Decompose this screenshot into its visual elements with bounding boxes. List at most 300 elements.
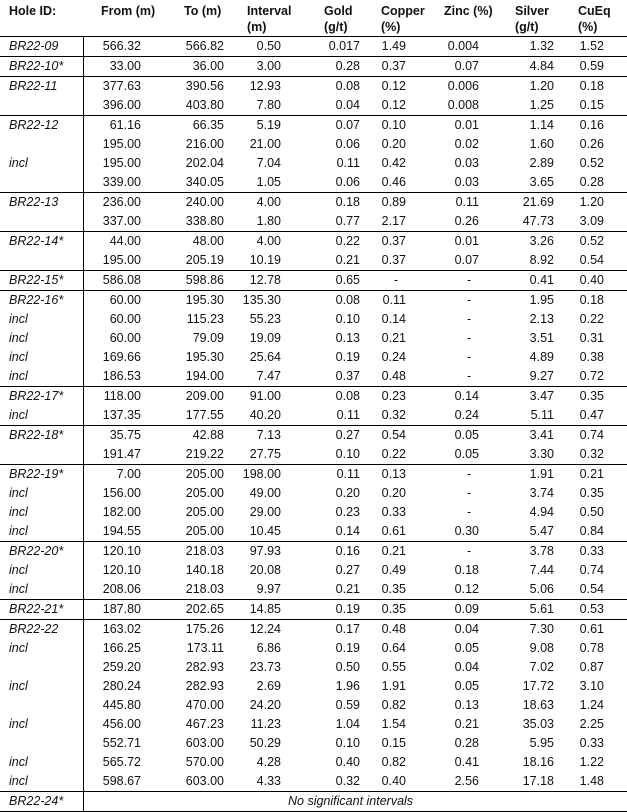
cell-silver: 3.74 [529,486,554,500]
cell-zinc: 0.14 [454,389,479,403]
cell-zinc: 0.30 [454,524,479,538]
cell-hole-id: incl [9,486,28,500]
cell-zinc: 0.004 [447,39,479,53]
cell-hole-id: incl [9,156,28,170]
hole-group [0,426,627,465]
cell-silver: 7.30 [529,622,554,636]
cell-copper: 0.32 [381,408,406,422]
cell-cueq: 0.18 [579,293,604,307]
cell-silver: 17.72 [522,679,554,693]
cell-copper: 0.48 [381,622,406,636]
cell-cueq: 0.22 [579,312,604,326]
cell-copper: 0.55 [381,660,406,674]
cell-zinc: 0.12 [454,582,479,596]
cell-cueq: 0.47 [579,408,604,422]
cell-to: 598.86 [185,273,224,287]
table-row [0,367,627,386]
cell-silver: 3.26 [529,234,554,248]
cell-cueq: 1.22 [579,755,604,769]
cell-silver: 47.73 [522,214,554,228]
cell-cueq: 0.54 [579,253,604,267]
cell-copper: 0.14 [381,312,406,326]
cell-to: 219.22 [185,447,224,461]
cell-gold: 0.77 [335,214,360,228]
cell-zinc: 0.05 [454,447,479,461]
header-from: From (m) [101,4,156,18]
cell-interval: 9.97 [256,582,281,596]
cell-zinc: 0.11 [455,195,479,209]
cell-interval: 97.93 [249,544,281,558]
cell-zinc: 0.24 [454,408,479,422]
cell-copper: 0.33 [381,505,406,519]
cell-from: 156.00 [102,486,141,500]
cell-interval: 25.64 [249,350,281,364]
cell-cueq: 0.52 [579,156,604,170]
cell-gold: 0.28 [335,59,360,73]
cell-to: 566.82 [185,39,224,53]
table-row [0,620,627,639]
cell-hole-id: incl [9,563,28,577]
cell-zinc: 0.02 [454,137,479,151]
cell-gold: 0.20 [335,486,360,500]
cell-to: 194.00 [185,369,224,383]
table-row [0,329,627,348]
cell-copper: 0.40 [381,774,406,788]
cell-silver: 4.94 [529,505,554,519]
cell-to: 140.18 [185,563,224,577]
table-row [0,251,627,270]
cell-silver: 5.95 [529,736,554,750]
cell-copper: 0.54 [381,428,406,442]
hole-group [0,77,627,116]
cell-silver: 4.84 [529,59,554,73]
cell-from: 60.00 [109,293,141,307]
cell-silver: 2.13 [529,312,554,326]
cell-to: 48.00 [192,234,224,248]
table-row [0,135,627,154]
cell-interval: 4.00 [256,234,281,248]
cell-from: 61.16 [109,118,141,132]
table-row [0,696,627,715]
cell-zinc: - [467,544,472,558]
header-hole-id: Hole ID: [9,4,57,18]
cell-to: 205.00 [185,467,224,481]
table-row [0,561,627,580]
cell-interval: 198.00 [242,467,281,481]
cell-silver: 35.03 [522,717,554,731]
table-row [0,542,627,561]
cell-silver: 7.44 [529,563,554,577]
cell-silver: 1.91 [529,467,554,481]
table-row [0,387,627,406]
cell-from: 456.00 [102,717,141,731]
cell-from: 445.80 [102,698,141,712]
cell-copper: 0.46 [381,175,406,189]
cell-interval: 50.29 [249,736,281,750]
cell-to: 205.19 [185,253,224,267]
table-row [0,173,627,192]
cell-copper: 0.89 [381,195,406,209]
cell-from: 208.06 [102,582,141,596]
cell-cueq: 1.52 [579,39,604,53]
cell-interval: 7.80 [256,98,281,112]
cell-from: 377.63 [102,79,141,93]
cell-gold: 0.06 [335,175,360,189]
hole-group [0,57,627,77]
cell-from: 120.10 [102,544,141,558]
cell-interval: 21.00 [249,137,281,151]
cell-interval: 5.19 [256,118,281,132]
cell-copper: 0.37 [381,253,406,267]
cell-to: 205.00 [185,486,224,500]
cell-gold: 0.08 [335,389,360,403]
cell-interval: 4.28 [256,755,281,769]
table-body [0,37,627,812]
cell-copper: 0.35 [381,602,406,616]
cell-hole-id: BR22-12 [9,118,59,132]
cell-zinc: - [467,350,472,364]
cell-to: 467.23 [185,717,224,731]
cell-gold: 0.08 [335,79,360,93]
cell-zinc: 2.56 [454,774,479,788]
header-copper: Copper (%) [381,4,425,34]
cell-interval: 1.80 [256,214,281,228]
cell-to: 603.00 [185,736,224,750]
cell-cueq: 0.61 [579,622,604,636]
cell-zinc: 0.07 [454,253,479,267]
cell-zinc: 0.03 [454,175,479,189]
cell-from: 60.00 [109,331,141,345]
hole-group [0,116,627,193]
cell-from: 337.00 [102,214,141,228]
cell-hole-id: BR22-09 [9,39,59,53]
cell-gold: 0.21 [335,582,360,596]
hole-group [0,232,627,271]
cell-cueq: 1.24 [579,698,604,712]
cell-cueq: 0.26 [579,137,604,151]
cell-silver: 18.63 [522,698,554,712]
cell-zinc: 0.04 [454,660,479,674]
cell-zinc: 0.04 [454,622,479,636]
cell-copper: 0.48 [381,369,406,383]
cell-zinc: - [467,331,472,345]
cell-hole-id: BR22-14* [9,234,64,248]
cell-silver: 3.65 [529,175,554,189]
cell-zinc: 0.09 [454,602,479,616]
cell-copper: 0.10 [381,118,406,132]
cell-from: 552.71 [102,736,141,750]
table-row [0,734,627,753]
cell-gold: 0.13 [335,331,360,345]
cell-to: 218.03 [185,582,224,596]
cell-hole-id: BR22-16* [9,293,64,307]
table-row [0,116,627,135]
cell-interval: 91.00 [249,389,281,403]
cell-from: 195.00 [102,137,141,151]
table-row [0,503,627,522]
cell-gold: 0.08 [335,293,360,307]
cell-from: 191.47 [102,447,141,461]
cell-gold: 0.06 [335,137,360,151]
hole-group [0,387,627,426]
table-row [0,465,627,484]
cell-cueq: 3.09 [579,214,604,228]
table-row [0,310,627,329]
cell-silver: 5.61 [529,602,554,616]
cell-cueq: 0.59 [579,59,604,73]
cell-cueq: 0.87 [579,660,604,674]
cell-gold: 0.23 [335,505,360,519]
table-row [0,348,627,367]
table-row [0,232,627,251]
cell-interval: 0.50 [256,39,281,53]
cell-to: 79.09 [192,331,224,345]
cell-to: 240.00 [185,195,224,209]
cell-silver: 21.69 [522,195,554,209]
cell-to: 202.65 [185,602,224,616]
cell-silver: 9.08 [529,641,554,655]
cell-cueq: 0.84 [579,524,604,538]
cell-hole-id: BR22-20* [9,544,64,558]
cell-hole-id: BR22-11 [9,79,58,93]
cell-copper: 1.54 [381,717,406,731]
cell-cueq: 0.53 [579,602,604,616]
hole-group [0,465,627,542]
table-row [0,522,627,541]
no-intervals-note: No significant intervals [288,794,414,808]
table-row [0,772,627,791]
table-row [0,677,627,696]
header-interval: Interval (m) [247,4,292,34]
cell-interval: 12.24 [249,622,281,636]
cell-cueq: 0.74 [579,563,604,577]
cell-copper: 0.21 [381,331,406,345]
cell-copper: 0.42 [381,156,406,170]
cell-to: 175.26 [185,622,224,636]
cell-interval: 10.19 [249,253,281,267]
cell-cueq: 2.25 [579,717,604,731]
cell-from: 598.67 [102,774,141,788]
cell-zinc: - [467,369,472,383]
cell-silver: 3.51 [529,331,554,345]
cell-interval: 1.05 [256,175,281,189]
cell-interval: 135.30 [242,293,281,307]
cell-copper: 0.20 [381,137,406,151]
cell-silver: 8.92 [529,253,554,267]
cell-hole-id: BR22-19* [9,467,64,481]
cell-hole-id: BR22-18* [9,428,64,442]
cell-gold: 0.27 [335,563,360,577]
cell-from: 236.00 [102,195,141,209]
cell-gold: 0.10 [335,312,360,326]
cell-cueq: 0.18 [579,79,604,93]
cell-gold: 0.21 [335,253,360,267]
cell-cueq: 1.48 [579,774,604,788]
cell-cueq: 0.33 [579,544,604,558]
header-gold: Gold (g/t) [324,4,353,34]
cell-copper: 0.49 [381,563,406,577]
cell-gold: 0.19 [335,350,360,364]
cell-hole-id: BR22-24* [9,794,64,808]
cell-gold: 0.16 [335,544,360,558]
table-row [0,154,627,173]
cell-silver: 3.41 [529,428,554,442]
cell-to: 177.55 [185,408,224,422]
cell-from: 280.24 [102,679,141,693]
cell-interval: 11.23 [250,717,281,731]
cell-to: 66.35 [192,118,224,132]
table-row [0,580,627,599]
cell-silver: 2.89 [529,156,554,170]
hole-group [0,792,627,812]
cell-from: 7.00 [116,467,141,481]
cell-copper: 0.22 [381,447,406,461]
cell-cueq: 0.31 [579,331,604,345]
hole-group [0,193,627,232]
cell-copper: 0.12 [381,98,406,112]
cell-gold: 0.40 [335,755,360,769]
cell-copper: 0.82 [381,698,406,712]
cell-cueq: 0.33 [579,736,604,750]
hole-group [0,291,627,387]
cell-gold: 0.65 [335,273,360,287]
table-row [0,212,627,231]
cell-hole-id: BR22-13 [9,195,59,209]
cell-to: 470.00 [185,698,224,712]
cell-gold: 0.14 [335,524,360,538]
cell-zinc: - [467,312,472,326]
cell-to: 282.93 [185,660,224,674]
cell-zinc: 0.18 [454,563,479,577]
cell-zinc: - [467,486,472,500]
cell-cueq: 0.35 [579,486,604,500]
cell-from: 586.08 [102,273,141,287]
cell-cueq: 0.21 [579,467,604,481]
cell-gold: 0.07 [335,118,360,132]
cell-zinc: 0.21 [454,717,479,731]
cell-interval: 7.13 [256,428,281,442]
cell-copper: 1.91 [381,679,406,693]
cell-zinc: 0.13 [454,698,479,712]
cell-cueq: 3.10 [579,679,604,693]
cell-gold: 0.18 [335,195,360,209]
cell-copper: 0.37 [381,59,406,73]
cell-gold: 0.11 [336,467,360,481]
cell-hole-id: incl [9,774,28,788]
cell-from: 169.66 [102,350,141,364]
cell-hole-id: incl [9,755,28,769]
cell-zinc: 0.008 [447,98,479,112]
cell-to: 209.00 [185,389,224,403]
cell-zinc: - [467,293,472,307]
cell-zinc: 0.05 [454,428,479,442]
cell-copper: 0.61 [381,524,406,538]
cell-zinc: 0.05 [454,641,479,655]
table-row [0,484,627,503]
table-row [0,426,627,445]
cell-copper: 0.64 [381,641,406,655]
table-row [0,291,627,310]
cell-interval: 40.20 [249,408,281,422]
cell-from: 187.80 [102,602,141,616]
cell-cueq: 0.78 [579,641,604,655]
cell-copper: 0.13 [381,467,406,481]
cell-interval: 10.45 [249,524,281,538]
cell-gold: 0.10 [335,736,360,750]
cell-cueq: 1.20 [579,195,604,209]
cell-cueq: 0.54 [579,582,604,596]
cell-zinc: 0.03 [454,156,479,170]
cell-from: 182.00 [102,505,141,519]
cell-silver: 18.16 [522,755,554,769]
cell-from: 339.00 [102,175,141,189]
cell-hole-id: incl [9,408,28,422]
table-row [0,639,627,658]
header-silver: Silver (g/t) [515,4,550,34]
table-row [0,37,627,56]
cell-to: 195.30 [185,350,224,364]
cell-from: 33.00 [109,59,141,73]
cell-gold: 0.19 [335,641,360,655]
cell-silver: 4.89 [529,350,554,364]
cell-copper: 0.20 [381,486,406,500]
cell-from: 44.00 [109,234,141,248]
cell-hole-id: incl [9,679,28,693]
cell-gold: 0.22 [335,234,360,248]
cell-hole-id: incl [9,505,28,519]
cell-cueq: 0.28 [579,175,604,189]
cell-gold: 0.11 [336,156,360,170]
cell-cueq: 0.74 [579,428,604,442]
cell-interval: 7.04 [256,156,281,170]
hole-group [0,271,627,291]
table-row [0,753,627,772]
cell-to: 205.00 [185,524,224,538]
table-row [0,96,627,115]
cell-from: 566.32 [102,39,141,53]
cell-cueq: 0.16 [579,118,604,132]
header-to: To (m) [184,4,222,18]
cell-from: 195.00 [102,253,141,267]
cell-to: 282.93 [185,679,224,693]
cell-interval: 12.93 [249,79,281,93]
cell-silver: 7.02 [529,660,554,674]
cell-gold: 1.04 [335,717,360,731]
cell-copper: 2.17 [381,214,406,228]
cell-from: 186.53 [102,369,141,383]
cell-interval: 6.86 [256,641,281,655]
header-cueq: CuEq (%) [578,4,611,34]
cell-cueq: 0.72 [579,369,604,383]
cell-copper: 0.82 [381,755,406,769]
cell-silver: 5.11 [530,408,554,422]
cell-zinc: - [467,467,472,481]
cell-from: 118.00 [103,389,141,403]
cell-hole-id: incl [9,350,28,364]
cell-to: 218.03 [185,544,224,558]
cell-gold: 0.50 [335,660,360,674]
cell-to: 173.11 [186,641,224,655]
cell-copper: 1.49 [381,39,406,53]
cell-interval: 4.33 [256,774,281,788]
cell-to: 42.88 [192,428,224,442]
cell-silver: 0.41 [529,273,554,287]
cell-interval: 7.47 [256,369,281,383]
table-row [0,445,627,464]
cell-zinc: 0.26 [454,214,479,228]
cell-interval: 3.00 [256,59,281,73]
cell-copper: 0.21 [381,544,406,558]
